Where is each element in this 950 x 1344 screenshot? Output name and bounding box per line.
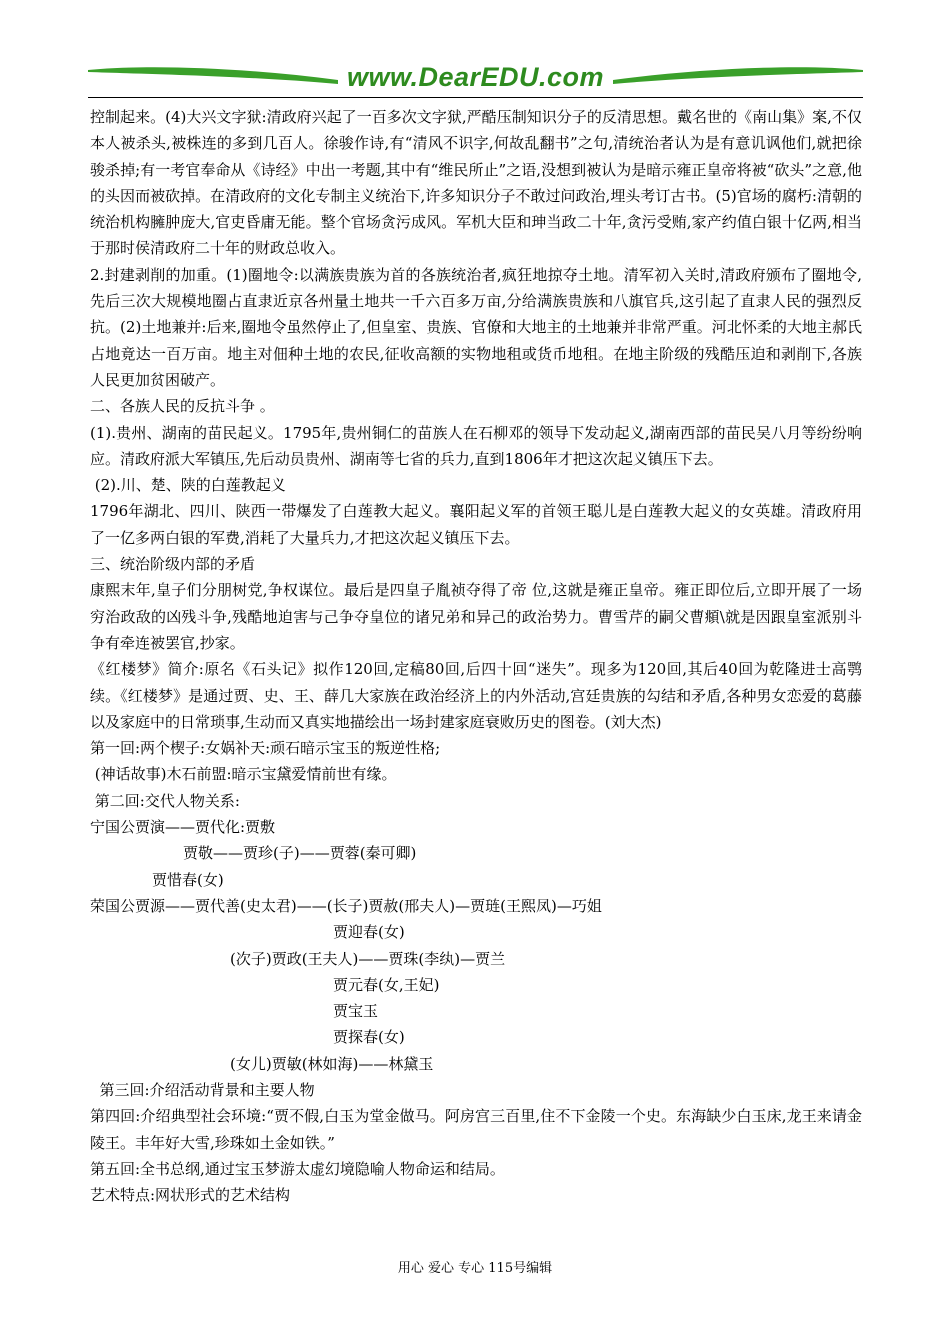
paragraph: 第四回:介绍典型社会环境:“贾不假,白玉为堂金做马。阿房宫三百里,住不下金陵一个史。东海缺少白玉床,龙王来请金陵王。丰年好大雪,珍珠如土金如铁。”	[90, 1107, 862, 1152]
header-divider	[88, 97, 863, 98]
paragraph: 艺术特点:网状形式的艺术结构	[90, 1186, 291, 1205]
section-heading: 三、统治阶级内部的矛盾	[90, 555, 256, 574]
page-footer: 用心 爱心 专心 115号编辑	[397, 1261, 553, 1276]
paragraph: (神话故事)木石前盟:暗示宝黛爱情前世有缘。	[90, 765, 397, 784]
paragraph: 第三回:介绍活动背景和主要人物	[90, 1080, 315, 1099]
paragraph: (1).贵州、湖南的苗民起义。1795年,贵州铜仁的苗族人在石柳邓的领导下发动起义,湖南西部的苗民吴八月等纷纷响应。清政府派大军镇压,先后动员贵州、湖南等七省的兵力,直到1806年才把这次起义镇压下去。	[90, 423, 862, 468]
site-logo[interactable]: www.DearEDU.com	[346, 62, 605, 92]
family-tree-line: 荣国公贾源——贾代善(史太君)——(长子)贾赦(邢夫人)—贾琏(王熙凤)—巧姐	[90, 896, 602, 915]
subheading: (2).川、楚、陕的白莲教起义	[90, 476, 286, 495]
family-tree-line: 贾惜春(女)	[152, 870, 224, 889]
family-tree-line: (次子)贾政(王夫人)——贾珠(李纨)—贾兰	[230, 949, 506, 968]
family-tree-line: 贾探春(女)	[333, 1028, 405, 1047]
paragraph: 康熙末年,皇子们分朋树党,争权谋位。最后是四皇子胤祯夺得了帝 位,这就是雍正皇帝。雍正即位后,立即开展了一场穷治政敌的凶残斗争,残酷地迫害与己争夺皇位的诸兄弟和异己的政治势力。曹雪芹的嗣父曹頫\就是因跟皇室派别斗争有牵连被罢官,抄家。	[90, 581, 862, 652]
paragraph: 1796年湖北、四川、陕西一带爆发了白莲教大起义。襄阳起义军的首领王聪儿是白莲教大起义的女英雄。清政府用了一亿多两白银的军费,消耗了大量兵力,才把这次起义镇压下去。	[90, 502, 862, 547]
family-tree-line: 贾迎春(女)	[333, 923, 405, 942]
family-tree-line: 贾元春(女,王妃)	[333, 975, 440, 994]
family-tree	[90, 814, 862, 1077]
family-tree-line: 贾宝玉	[333, 1002, 379, 1021]
section-heading: 二、各族人民的反抗斗争 。	[90, 397, 275, 416]
family-tree-line: (女儿)贾敏(林如海)——林黛玉	[230, 1054, 434, 1073]
family-tree-line: 宁国公贾演——贾代化:贾敷	[90, 818, 276, 837]
paragraph: 第二回:交代人物关系:	[90, 791, 240, 810]
paragraph: 第五回:全书总纲,通过宝玉梦游太虚幻境隐喻人物命运和结局。	[90, 1159, 505, 1178]
paragraph: 第一回:两个楔子:女娲补天:顽石暗示宝玉的叛逆性格;	[90, 739, 441, 758]
document-body	[90, 104, 862, 1208]
site-header	[88, 58, 863, 100]
paragraph: 控制起来。(4)大兴文字狱:清政府兴起了一百多次文字狱,严酷压制知识分子的反清思想。戴名世的《南山集》案,不仅本人被杀头,被株连的多到几百人。徐骏作诗,有“清风不识字,何故乱翻书”之句,清统治者认为是有意讥讽他们,就把徐骏杀掉;有一考官奉命从《诗经》中出一考题,其中有“维民所止”之语,没想到被认为是暗示雍正皇帝将被“砍头”之意,他的头因而被砍掉。在清政府的文化专制主义统治下,许多知识分子不敢过问政治,埋头考订古书。(5)官场的腐朽:清朝的统治机构臃肿庞大,官吏昏庸无能。整个官场贪污成风。军机大臣和珅当政二十年,贪污受贿,家产约值白银十亿两,相当于那时侯清政府二十年的财政总收入。	[90, 108, 862, 258]
paragraph: 《红楼梦》简介:原名《石头记》拟作120回,定稿80回,后四十回“迷失”。现多为120回,其后40回为乾隆进士高鹗续。《红楼梦》是通过贾、史、王、薛几大家族在政治经济上的内外活动,宫廷贵族的勾结和矛盾,各种男女恋爱的葛藤以及家庭中的日常琐事,生动而又真实地描绘出一场封建家庭衰败历史的图卷。(刘大杰)	[90, 660, 862, 731]
paragraph: 2.封建剥削的加重。(1)圈地令:以满族贵族为首的各族统治者,疯狂地掠夺土地。清军初入关时,清政府颁布了圈地令,先后三次大规模地圈占直隶近京各州量土地共一千六百多万亩,分给满族贵族和八旗官兵,这引起了直隶人民的强烈反抗。(2)土地兼并:后来,圈地令虽然停止了,但皇室、贵族、官僚和大地主的土地兼并非常严重。河北怀柔的大地主郝氏占地竟达一百万亩。地主对佃种土地的农民,征收高额的实物地租或货币地租。在地主阶级的残酷压迫和剥削下,各族人民更加贫困破产。	[90, 265, 862, 389]
family-tree-line: 贾敬——贾珍(子)——贾蓉(秦可卿)	[183, 844, 417, 863]
